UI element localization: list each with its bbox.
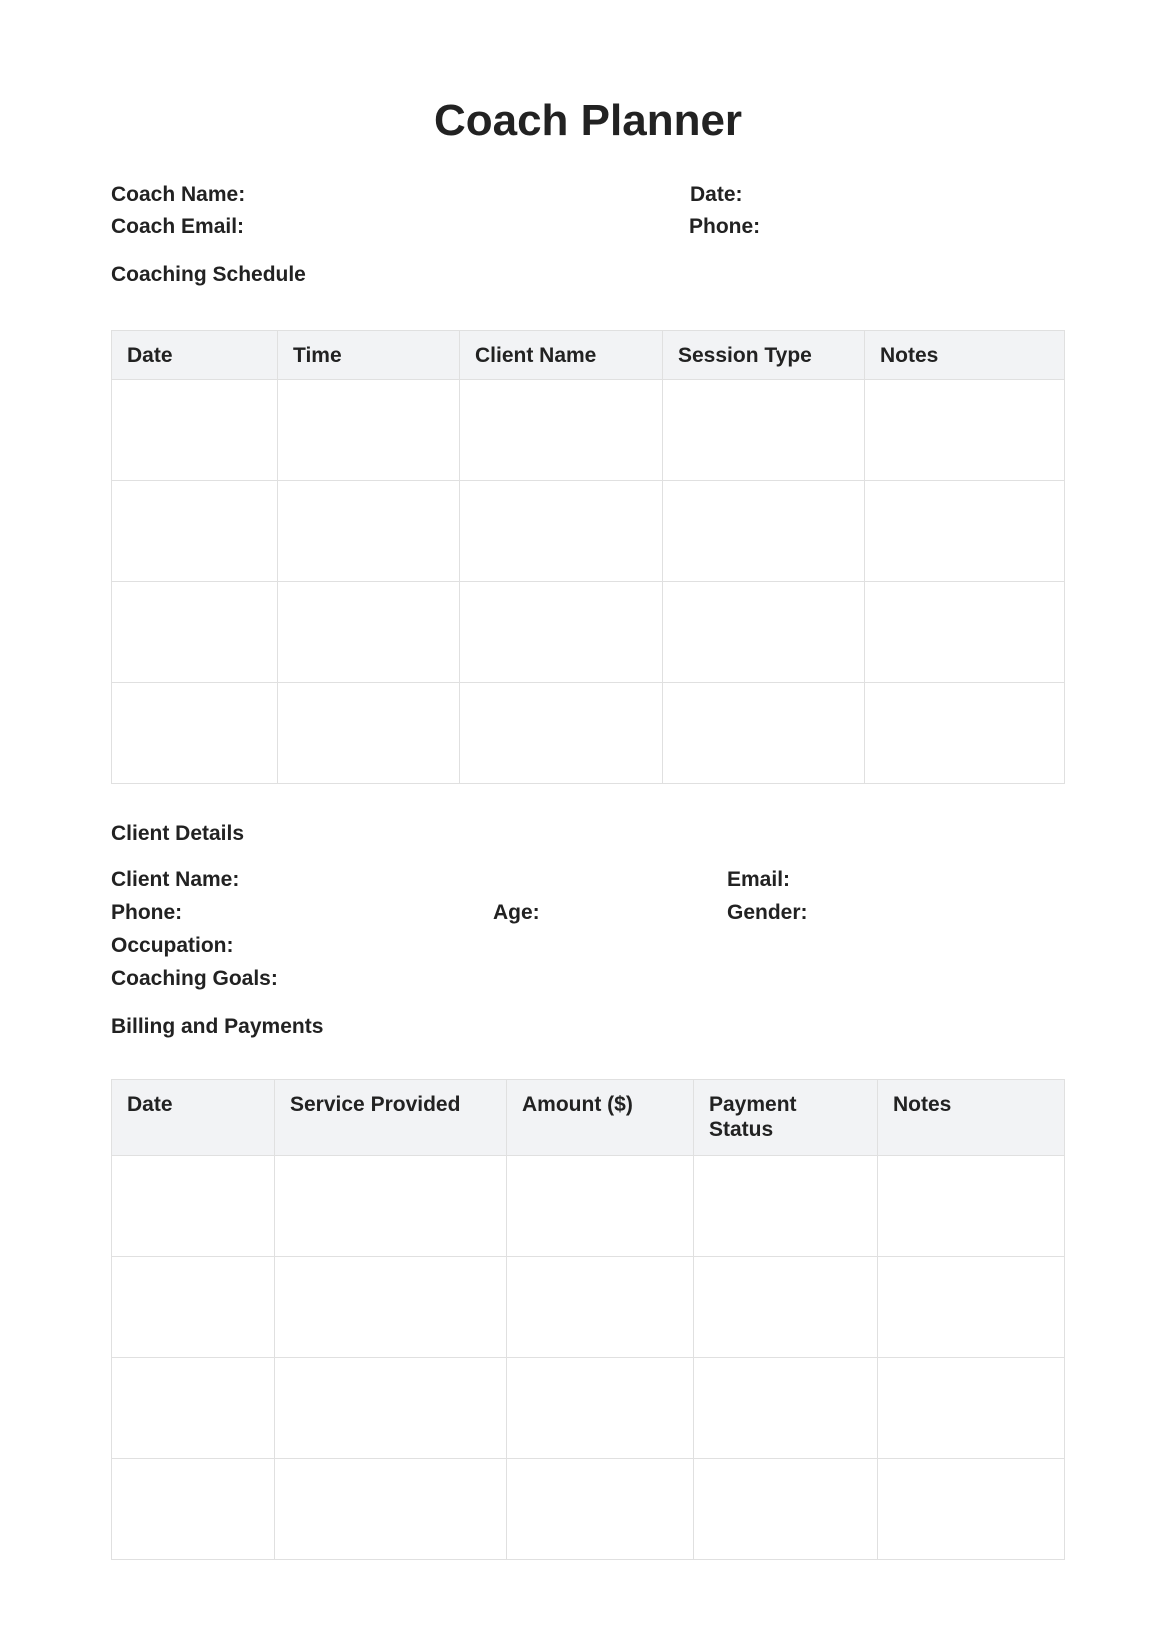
table-cell[interactable] (275, 1156, 507, 1257)
schedule-table (111, 330, 1065, 784)
table-cell[interactable] (878, 1257, 1065, 1358)
table-row (112, 1459, 1065, 1560)
table-cell[interactable] (507, 1156, 694, 1257)
table-cell[interactable] (112, 1358, 275, 1459)
table-header-row (112, 331, 1065, 380)
table-cell[interactable] (112, 1156, 275, 1257)
table-cell[interactable] (278, 380, 460, 481)
table-cell[interactable] (275, 1459, 507, 1560)
col-payment-status: Payment Status (694, 1080, 878, 1156)
table-cell[interactable] (865, 683, 1065, 784)
col-date: Date (112, 1080, 275, 1156)
table-cell[interactable] (865, 380, 1065, 481)
table-cell[interactable] (275, 1257, 507, 1358)
col-amount: Amount ($) (507, 1080, 694, 1156)
table-cell[interactable] (112, 683, 278, 784)
table-cell[interactable] (663, 582, 865, 683)
occupation-label: Occupation: (111, 934, 234, 957)
table-cell[interactable] (878, 1459, 1065, 1560)
table-row (112, 582, 1065, 683)
table-cell[interactable] (663, 683, 865, 784)
table-cell[interactable] (278, 683, 460, 784)
table-cell[interactable] (663, 380, 865, 481)
table-cell[interactable] (507, 1459, 694, 1560)
col-time: Time (278, 331, 460, 380)
table-cell[interactable] (112, 380, 278, 481)
coaching-goals-label: Coaching Goals: (111, 967, 278, 990)
col-date: Date (112, 331, 278, 380)
col-notes: Notes (865, 331, 1065, 380)
phone-label: Phone: (689, 215, 761, 238)
table-cell[interactable] (694, 1257, 878, 1358)
table-cell[interactable] (865, 481, 1065, 582)
client-phone-label: Phone: (111, 901, 183, 924)
table-cell[interactable] (112, 481, 278, 582)
client-details-heading: Client Details (111, 822, 245, 845)
table-row (112, 683, 1065, 784)
table-cell[interactable] (460, 481, 663, 582)
table-cell[interactable] (278, 481, 460, 582)
table-cell[interactable] (112, 1459, 275, 1560)
table-cell[interactable] (507, 1257, 694, 1358)
table-header-row (112, 1080, 1065, 1156)
table-cell[interactable] (878, 1156, 1065, 1257)
table-cell[interactable] (460, 582, 663, 683)
table-cell[interactable] (878, 1358, 1065, 1459)
table-row (112, 481, 1065, 582)
client-name-label: Client Name: (111, 868, 240, 891)
table-cell[interactable] (460, 380, 663, 481)
billing-heading: Billing and Payments (111, 1015, 324, 1038)
table-row (112, 1156, 1065, 1257)
table-row (112, 380, 1065, 481)
page-title: Coach Planner (433, 96, 743, 145)
col-service-provided: Service Provided (275, 1080, 507, 1156)
table-cell[interactable] (112, 582, 278, 683)
gender-label: Gender: (727, 901, 808, 924)
table-cell[interactable] (694, 1459, 878, 1560)
col-client-name: Client Name (460, 331, 663, 380)
col-session-type: Session Type (663, 331, 865, 380)
date-label: Date: (690, 183, 743, 206)
table-cell[interactable] (112, 1257, 275, 1358)
table-cell[interactable] (278, 582, 460, 683)
table-row (112, 1257, 1065, 1358)
coach-email-label: Coach Email: (111, 215, 245, 238)
table-cell[interactable] (694, 1358, 878, 1459)
coach-name-label: Coach Name: (111, 183, 246, 206)
table-cell[interactable] (507, 1358, 694, 1459)
table-cell[interactable] (275, 1358, 507, 1459)
col-notes: Notes (878, 1080, 1065, 1156)
table-cell[interactable] (694, 1156, 878, 1257)
email-label: Email: (727, 868, 791, 891)
table-cell[interactable] (663, 481, 865, 582)
table-row (112, 1358, 1065, 1459)
age-label: Age: (493, 901, 540, 924)
schedule-heading: Coaching Schedule (111, 263, 306, 286)
table-cell[interactable] (460, 683, 663, 784)
billing-table (111, 1079, 1065, 1560)
table-cell[interactable] (865, 582, 1065, 683)
